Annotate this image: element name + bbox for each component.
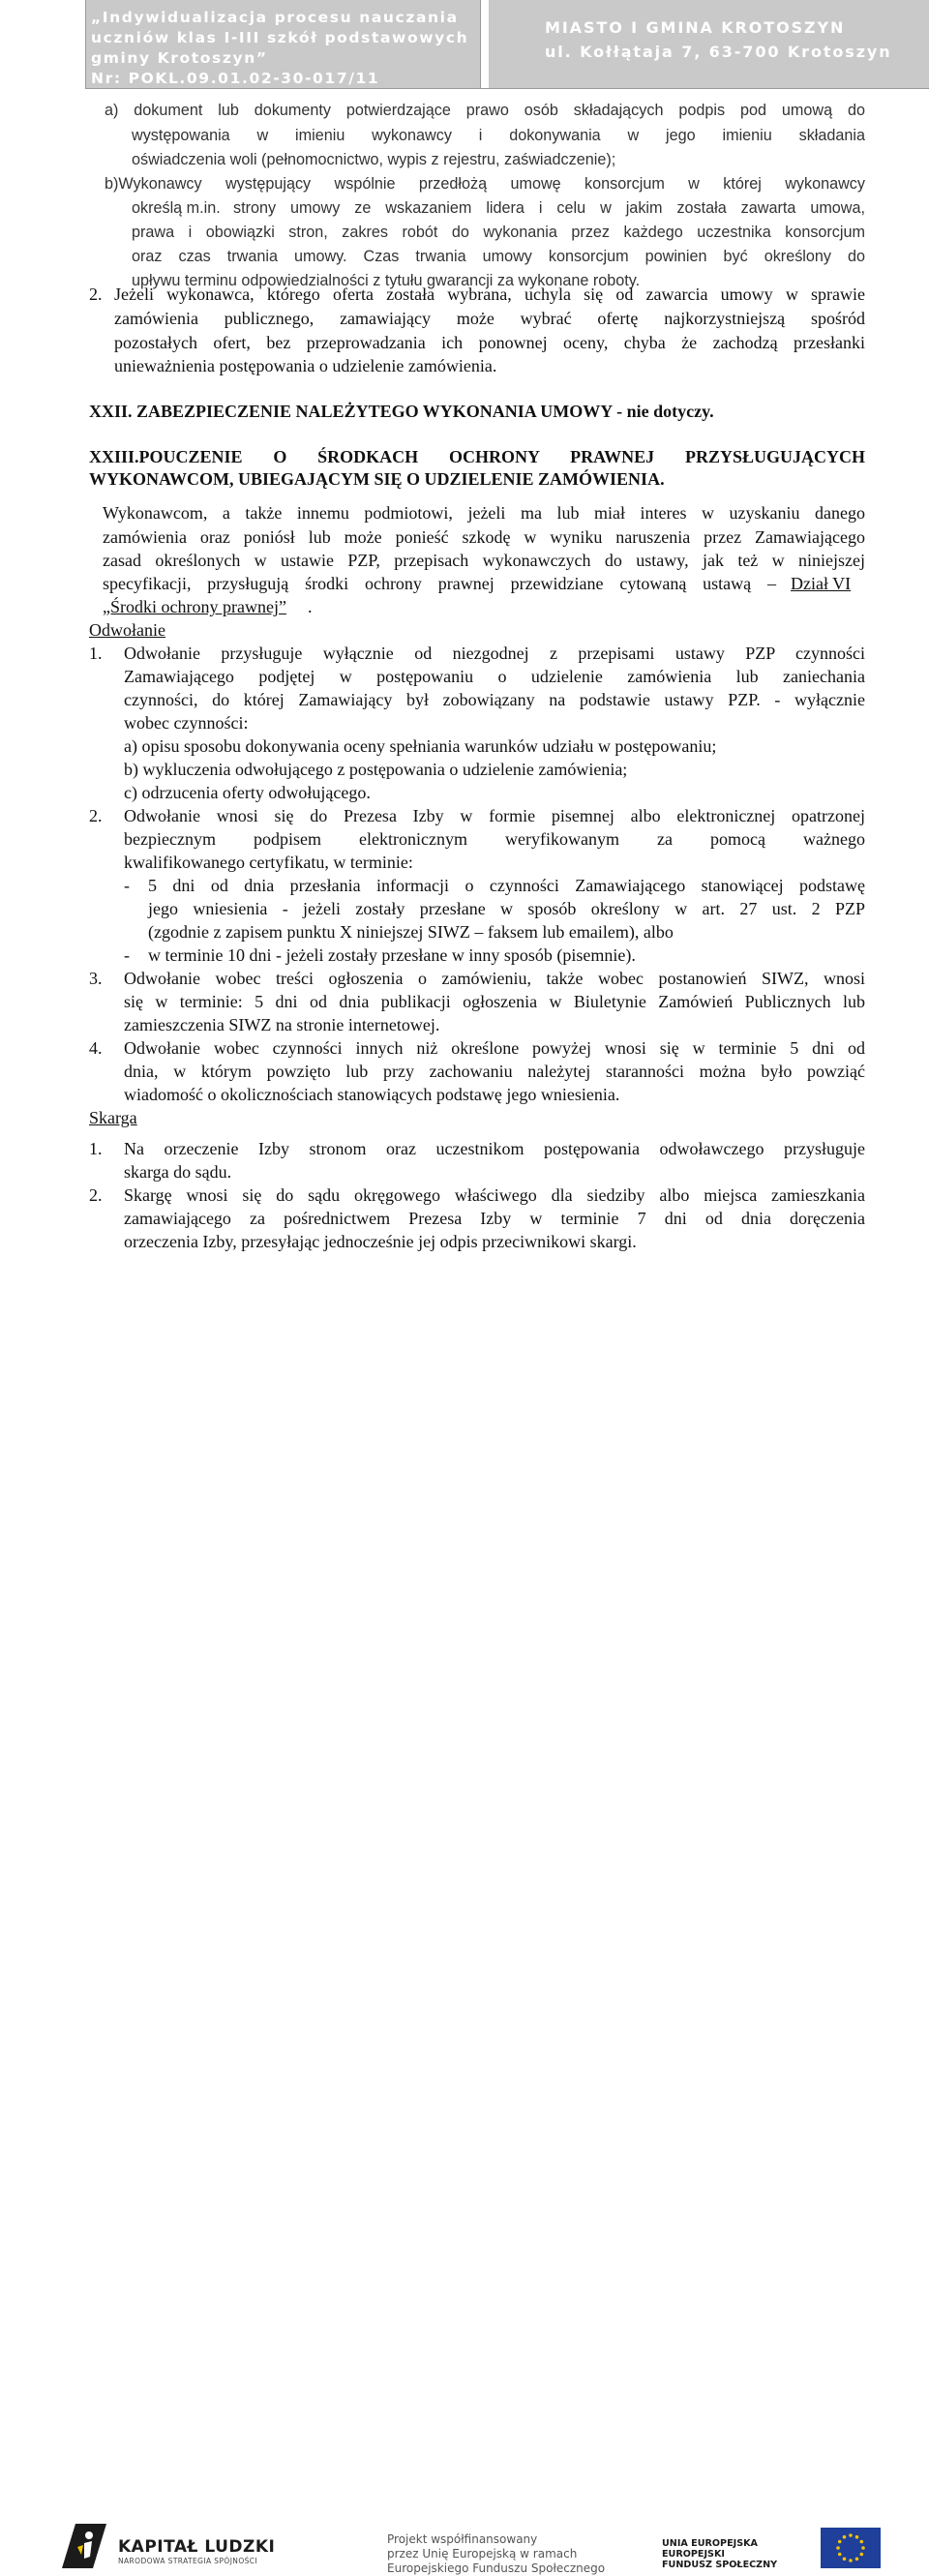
text-line: zamieszczenia SIWZ na stronie internetowej. bbox=[124, 1015, 440, 1034]
text-line: bezpiecznym podpisem elektronicznym weryfikowanym za pomocą ważnego bbox=[124, 829, 865, 849]
text-line: wiadomość o okolicznościach stanowiących podstawę jego wniesienia. bbox=[124, 1085, 620, 1104]
text-line: Jeżeli wykonawca, którego oferta została wybrana, uchyla się od zawarcia umowy w sprawie bbox=[114, 285, 865, 304]
text-line: strony umowy ze wskazaniem lidera i celu w jakim została zawarta umowa, bbox=[233, 199, 865, 217]
text-line: występowania w imieniu wykonawcy i dokonywania w jego imieniu składania bbox=[132, 127, 865, 144]
section-heading-xxii: XXII. ZABEZPIECZENIE NALEŻYTEGO WYKONANIA UMOWY - nie dotyczy. bbox=[89, 402, 714, 421]
text-line: zamówienia publicznego, zamawiający może wybrać ofertę najkorzystniejszą spośród bbox=[114, 309, 865, 328]
project-note-line: Projekt współfinansowany bbox=[387, 2532, 538, 2546]
list-number: 3. bbox=[89, 969, 103, 988]
text-line: a) opisu sposobu dokonywania oceny spełniania warunków udziału w postępowaniu; bbox=[124, 736, 717, 756]
institution-address: ul. Kołłątaja 7, 63-700 Krotoszyn bbox=[545, 43, 892, 61]
text-line: (zgodnie z zapisem punktu X niniejszej SIWZ – faksem lub emailem), albo bbox=[148, 922, 674, 942]
text-line: zasad określonych w ustawie PZP, przepisach wykonawczych do ustawy, jak też w niniejszej bbox=[103, 551, 865, 570]
kapital-ludzki-subtext: NARODOWA STRATEGIA SPÓJNOŚCI bbox=[118, 2557, 258, 2565]
text-line: Odwołanie wobec czynności innych niż określone powyżej wnosi się w terminie 5 dni od bbox=[124, 1038, 865, 1058]
text-line: jego wniesienia - jeżeli zostały przesłane w sposób określony w art. 27 ust. 2 PZP bbox=[148, 899, 865, 918]
kapital-ludzki-logo-icon bbox=[58, 2518, 110, 2574]
project-note-line: przez Unię Europejską w ramach bbox=[387, 2547, 578, 2561]
text-line: dnia, w którym powzięto lub przy zachowaniu należytej staranności można było powziąć bbox=[124, 1062, 865, 1081]
text-line: . bbox=[308, 597, 313, 616]
section-heading-xxiii: WYKONAWCOM, UBIEGAJĄCYM SIĘ O UDZIELENIE ZAMÓWIENIA. bbox=[89, 469, 665, 489]
institution-name: MIASTO I GMINA KROTOSZYN bbox=[545, 18, 846, 37]
text-line: zamówienia oraz poniósł lub może ponieść szkodę w wyniku naruszenia przez Zamawiającego bbox=[103, 527, 865, 547]
text-line: wobec czynności: bbox=[124, 713, 249, 733]
eu-flag-icon bbox=[821, 2528, 881, 2568]
text-line: unieważnienia postępowania o udzielenie zamówienia. bbox=[114, 356, 497, 375]
text-line: zamawiającego za pośrednictwem Prezesa Izby w terminie 7 dni od dnia doręczenia bbox=[124, 1209, 865, 1228]
eu-label-line: EUROPEJSKI bbox=[662, 2549, 725, 2560]
list-number: 2. bbox=[89, 806, 103, 825]
project-number: Nr: POKL.09.01.02-30-017/11 bbox=[91, 70, 380, 87]
list-number: 2. bbox=[89, 285, 103, 304]
project-title-line: „Indywidualizacja procesu nauczania bbox=[91, 9, 459, 26]
text-line: kwalifikowanego certyfikatu, w terminie: bbox=[124, 853, 413, 872]
text-line: czynności, do której Zamawiający był zobowiązany na podstawie ustawy PZP. - wyłącznie bbox=[124, 690, 865, 709]
subheading-skarga: Skarga bbox=[89, 1108, 137, 1127]
text-line: oświadczenia woli (pełnomocnictwo, wypis z rejestru, zaświadczenie); bbox=[132, 151, 616, 168]
eu-label bbox=[662, 2538, 777, 2570]
text-line: Zamawiającego podjętej w postępowaniu o udzielenie zamówienia lub zaniechania bbox=[124, 667, 865, 686]
project-title-line: gminy Krotoszyn” bbox=[91, 49, 268, 67]
text-line: b) wykluczenia odwołującego z postępowania o udzielenie zamówienia; bbox=[124, 760, 628, 779]
text-line: pozostałych ofert, bez przeprowadzania ich ponownej oceny, chyba że zachodzą przesłanki bbox=[114, 333, 865, 352]
list-number: 2. bbox=[89, 1185, 103, 1205]
list-number: 1. bbox=[89, 644, 103, 663]
kapital-ludzki-text: KAPITAŁ LUDZKI bbox=[118, 2537, 276, 2557]
text-line: określą m.in. bbox=[132, 199, 221, 217]
text-line: Skargę wnosi się do sądu okręgowego właściwego dla siedziby albo miejsca zamieszkania bbox=[124, 1185, 865, 1205]
eu-label-line: FUNDUSZ SPOŁECZNY bbox=[662, 2560, 778, 2570]
text-line: Odwołanie przysługuje wyłącznie od niezgodnej z przepisami ustawy PZP czynności bbox=[124, 644, 865, 663]
text-line: prawa i obowiązki stron, zakres robót do wykonania przez każdego uczestnika konsorcjum bbox=[132, 224, 865, 241]
text-line: c) odrzucenia oferty odwołującego. bbox=[124, 783, 371, 802]
text-line: w terminie 10 dni - jeżeli zostały przesłane w inny sposób (pisemnie). bbox=[148, 945, 636, 965]
text-line: orzeczenia Izby, przesyłając jednocześnie jej odpis przeciwnikowi skargi. bbox=[124, 1232, 637, 1251]
legal-reference-link: „Środki ochrony prawnej” bbox=[103, 597, 286, 616]
list-number: 4. bbox=[89, 1038, 103, 1058]
list-dash: - bbox=[124, 876, 130, 895]
eu-label-line: UNIA EUROPEJSKA bbox=[662, 2538, 758, 2549]
text-line: Na orzeczenie Izby stronom oraz uczestnikom postępowania odwoławczego przysługuje bbox=[124, 1139, 865, 1158]
text-line: specyfikacji, przysługują środki ochrony prawnej przewidziane cytowaną ustawą – bbox=[103, 574, 776, 593]
text-line: upływu terminu odpowiedzialności z tytułu gwarancji za wykonane roboty. bbox=[132, 272, 641, 289]
text-line: 5 dni od dnia przesłania informacji o czynności Zamawiającego stanowiącej podstawę bbox=[148, 876, 865, 895]
project-note-line: Europejskiego Funduszu Społecznego bbox=[387, 2561, 606, 2575]
text-line: oraz czas trwania umowy. Czas trwania umowy konsorcjum powinien być określony do bbox=[132, 248, 865, 265]
text-line: b)Wykonawcy występujący wspólnie przedłożą umowę konsorcjum w której wykonawcy bbox=[105, 175, 865, 193]
institution-block bbox=[489, 0, 929, 88]
text-line: Wykonawcom, a także innemu podmiotowi, jeżeli ma lub miał interes w uzyskaniu danego bbox=[103, 503, 865, 523]
text-line: a) dokument lub dokumenty potwierdzające prawo osób składających podpis pod umową do bbox=[105, 102, 865, 119]
project-title-line: uczniów klas I-III szkół podstawowych bbox=[91, 29, 469, 46]
list-number: 1. bbox=[89, 1139, 103, 1158]
project-cofinanced-note bbox=[387, 2532, 605, 2576]
legal-reference-link: Dział VI bbox=[791, 574, 852, 593]
text-line: skarga do sądu. bbox=[124, 1162, 232, 1182]
text-line: się w terminie: 5 dni od dnia publikacji ogłoszenia w Biuletynie Zamówień Publicznych lub bbox=[124, 992, 865, 1011]
footer-logos bbox=[0, 1254, 929, 2575]
list-dash: - bbox=[124, 945, 130, 965]
text-line: Odwołanie wobec treści ogłoszenia o zamówieniu, także wobec postanowień SIWZ, wnosi bbox=[124, 969, 865, 988]
subheading-odwolanie: Odwołanie bbox=[89, 620, 165, 640]
document-header bbox=[85, 0, 929, 89]
project-title-block bbox=[86, 0, 481, 88]
section-heading-xxiii: XXIII.POUCZENIE O ŚRODKACH OCHRONY PRAWNEJ PRZYSŁUGUJĄCYCH bbox=[89, 447, 865, 466]
text-line: Odwołanie wnosi się do Prezesa Izby w formie pisemnej albo elektronicznej opatrzonej bbox=[124, 806, 865, 825]
